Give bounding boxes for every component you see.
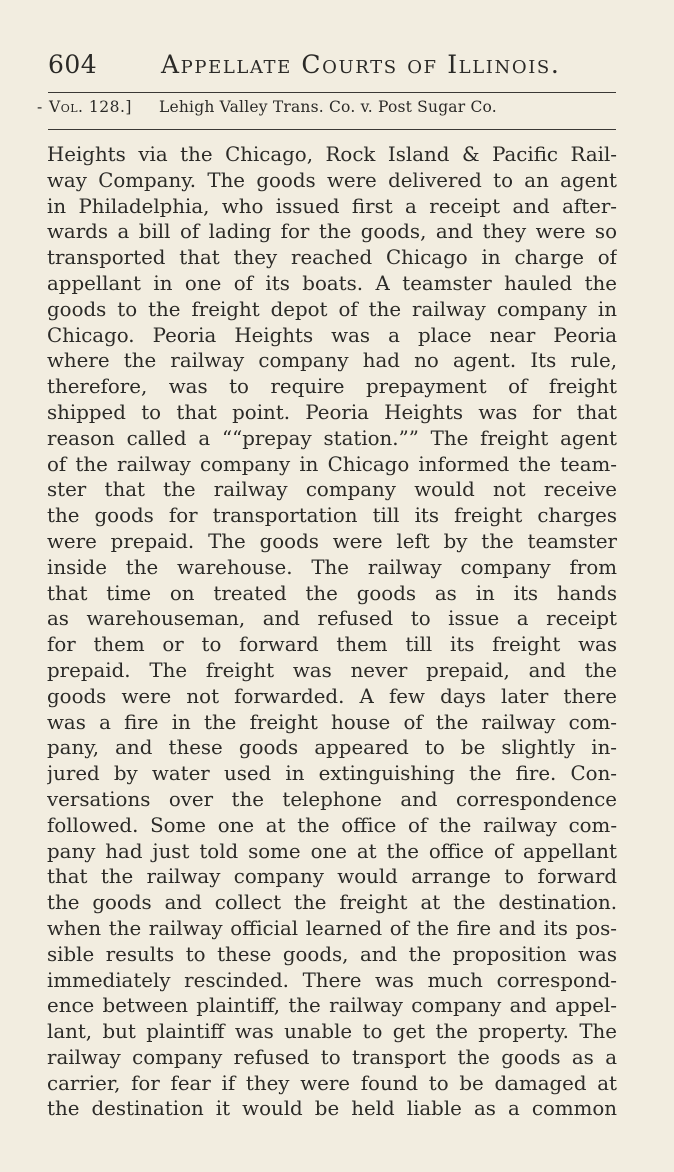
text-line: ence between plaintiff, the railway company and appel- <box>47 994 617 1018</box>
text-line: the goods and collect the freight at the destination. <box>47 891 617 915</box>
text-line: where the railway company had no agent. Its rule, <box>47 349 617 373</box>
volume-label: Vol. 128.] <box>49 98 132 116</box>
text-line: transported that they reached Chicago in charge of <box>47 246 617 270</box>
text-line: sible results to these goods, and the proposition was <box>47 942 617 966</box>
header-rule-bottom <box>48 129 616 130</box>
text-line: therefore, was to require prepayment of freight <box>47 375 617 399</box>
text-line: prepaid. The freight was never prepaid, and the <box>47 658 617 682</box>
text-line: appellant in one of its boats. A teamster hauled the <box>47 271 617 295</box>
text-line: when the railway official learned of the fire and its pos- <box>47 916 617 940</box>
case-title: Lehigh Valley Trans. Co. v. Post Sugar Co. <box>159 98 497 116</box>
margin-dash: - <box>37 98 43 116</box>
text-line: pany had just told some one at the office of appellant <box>47 839 617 863</box>
text-line: that time on treated the goods as in its hands <box>47 581 617 605</box>
text-line: in Philadelphia, who issued first a receipt and after- <box>47 194 617 218</box>
text-line: way Company. The goods were delivered to an agent <box>47 168 617 192</box>
text-line: goods to the freight depot of the railway company in <box>47 297 617 321</box>
text-line: goods were not forwarded. A few days later there <box>47 684 617 708</box>
text-line: jured by water used in extinguishing the fire. Con- <box>47 762 617 786</box>
text-line: inside the warehouse. The railway company from <box>47 555 617 579</box>
text-line: Chicago. Peoria Heights was a place near Peoria <box>47 323 617 347</box>
text-line: carrier, for fear if they were found to be damaged at <box>47 1071 617 1095</box>
body-text <box>47 142 617 1122</box>
text-line: shipped to that point. Peoria Heights was for that <box>47 400 617 424</box>
text-line: was a fire in the freight house of the railway com- <box>47 710 617 734</box>
text-line: ster that the railway company would not receive <box>47 478 617 502</box>
header-rule-top <box>48 92 616 93</box>
text-line: immediately rescinded. There was much correspond- <box>47 968 617 992</box>
text-line: wards a bill of lading for the goods, and they were so <box>47 220 617 244</box>
text-line: of the railway company in Chicago informed the team- <box>47 452 617 476</box>
text-line: as warehouseman, and refused to issue a receipt <box>47 607 617 631</box>
text-line: for them or to forward them till its freight was <box>47 633 617 657</box>
text-line: Heights via the Chicago, Rock Island & Pacific Rail- <box>47 143 617 166</box>
case-citation-line <box>37 98 616 124</box>
text-line: pany, and these goods appeared to be slightly in- <box>47 736 617 760</box>
text-line: reason called a ““prepay station.”” The freight agent <box>47 426 617 450</box>
text-line: that the railway company would arrange to forward <box>47 865 617 889</box>
text-line: were prepaid. The goods were left by the teamster <box>47 529 617 553</box>
page-number: 604 <box>48 50 98 79</box>
text-line: versations over the telephone and correspondence <box>47 787 617 811</box>
running-title: Appellate Courts of Illinois. <box>161 50 561 79</box>
running-head <box>48 50 616 84</box>
text-line: railway company refused to transport the goods as a <box>47 1045 617 1069</box>
text-line: followed. Some one at the office of the railway com- <box>47 813 617 837</box>
text-line: the destination it would be held liable as a common <box>47 1097 617 1121</box>
text-line: lant, but plaintiff was unable to get the property. The <box>47 1020 617 1044</box>
text-line: the goods for transportation till its freight charges <box>47 504 617 528</box>
